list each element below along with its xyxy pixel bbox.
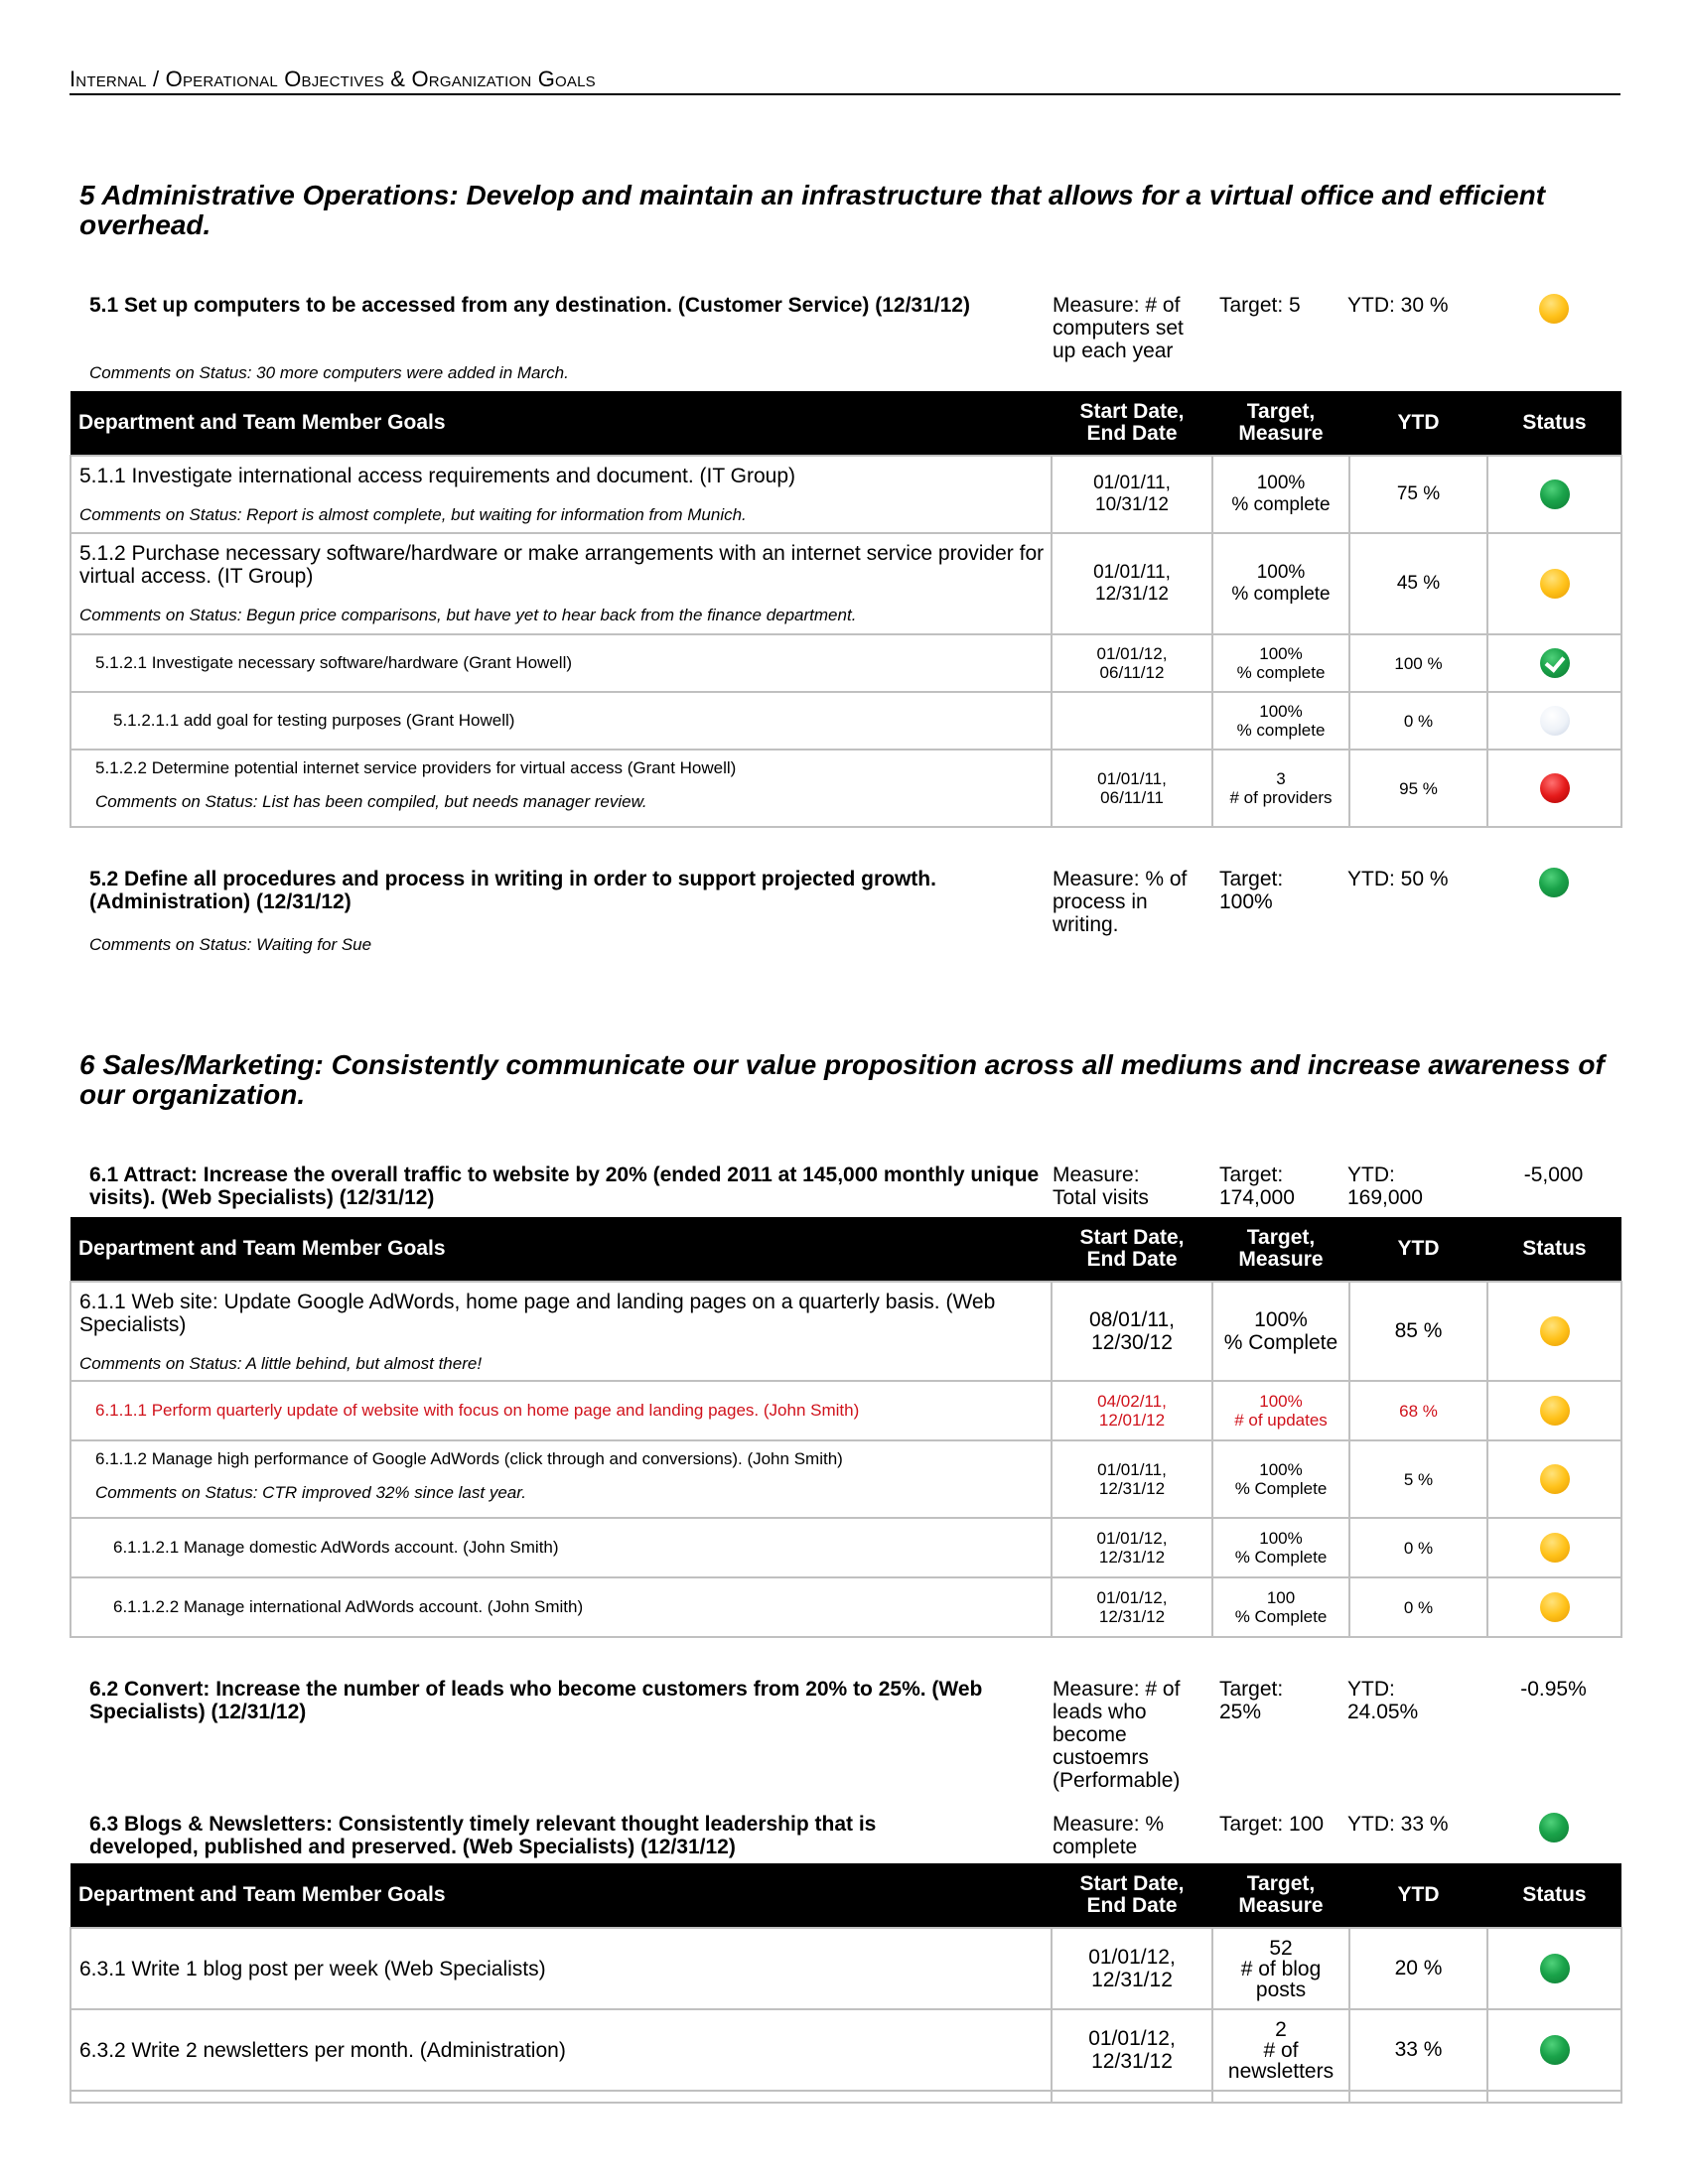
target-cell	[1212, 1440, 1349, 1518]
start-date: 01/01/12,	[1088, 2027, 1176, 2050]
goals-table	[70, 1863, 1622, 2104]
goal-cell	[70, 634, 1052, 692]
goals-table	[70, 391, 1622, 828]
start-date: 08/01/11,	[1088, 1308, 1176, 1331]
status-cell	[1487, 692, 1621, 750]
start-date: 01/01/11,	[1093, 473, 1171, 493]
end-date: 12/31/12	[1098, 1479, 1166, 1498]
ytd-cell: 20 %	[1349, 1928, 1487, 2009]
goal-text: 6.3.1 Write 1 blog post per week (Web Specialists)	[79, 1957, 546, 1980]
goal-text: 5.1.2.2 Determine potential internet service providers for virtual access (Grant Howell)	[95, 758, 737, 777]
kpi-status	[1486, 1813, 1620, 1843]
goal-comment: Comments on Status: Begun price comparisons, but have yet to hear back from the finance department.	[79, 606, 857, 624]
header-status: Status	[1487, 1863, 1621, 1928]
status-complete-check-icon	[1540, 648, 1570, 678]
measure-value: % Complete	[1223, 1331, 1338, 1354]
kpi-title: 6.1 Attract: Increase the overall traffic to website by 20% (ended 2011 at 145,000 monthly unique visits). (Web Specialists) (12/31/12)	[89, 1163, 1040, 1209]
measure-value: # of blog posts	[1240, 1957, 1322, 2001]
start-date: 01/01/12,	[1096, 1588, 1168, 1607]
start-date: 01/01/11,	[1097, 769, 1167, 788]
ytd-cell: 85 %	[1349, 1282, 1487, 1381]
end-date: 10/31/12	[1095, 494, 1169, 515]
goal-text: 5.1.2.1.1 add goal for testing purposes (Grant Howell)	[113, 711, 515, 730]
target-value: 100	[1266, 1588, 1296, 1607]
status-not-started-icon	[1540, 706, 1570, 736]
date-cell	[1052, 692, 1212, 750]
goal-text: 6.3.2 Write 2 newsletters per month. (Administration)	[79, 2038, 566, 2062]
status-green-icon	[1540, 2035, 1570, 2065]
table-row	[70, 1518, 1621, 1577]
ytd-cell: 5 %	[1349, 1440, 1487, 1518]
target-cell	[1212, 750, 1349, 827]
measure-value: # of providers	[1229, 788, 1333, 807]
kpi-title: 5.2 Define all procedures and process in writing in order to support projected growth. (Administration) (12/31/12)	[89, 868, 936, 913]
ytd-cell: 100 %	[1349, 634, 1487, 692]
status-green-icon	[1539, 868, 1569, 897]
table-row	[70, 1440, 1621, 1518]
goal-comment: Comments on Status: CTR improved 32% since last year.	[95, 1483, 526, 1502]
header-ytd: YTD	[1349, 1863, 1487, 1928]
status-cell	[1487, 533, 1621, 634]
table-row	[70, 2009, 1621, 2091]
status-cell	[1487, 456, 1621, 533]
status-cell	[1487, 2009, 1621, 2091]
table-row	[70, 1282, 1621, 1381]
goal-cell	[70, 1577, 1052, 1637]
date-cell	[1052, 1518, 1212, 1577]
kpi-status	[1486, 868, 1620, 897]
start-date: 01/01/12,	[1088, 1946, 1176, 1969]
target-value: 2	[1275, 2017, 1287, 2041]
target-cell	[1212, 1518, 1349, 1577]
status-cell	[1487, 1381, 1621, 1440]
start-date: 01/01/11,	[1097, 1460, 1167, 1479]
kpi-ytd: YTD: 50 %	[1347, 868, 1449, 890]
goal-cell	[70, 2009, 1052, 2091]
kpi-ytd: YTD: 30 %	[1347, 294, 1449, 317]
target-value: 100%	[1256, 473, 1306, 493]
start-date: 04/02/11,	[1097, 1392, 1167, 1411]
page-header-title: Internal / Operational Objectives & Organization Goals	[70, 67, 596, 91]
measure-value: # of newsletters	[1227, 2038, 1335, 2083]
table-row-empty	[70, 2091, 1621, 2103]
end-date: 12/31/12	[1095, 584, 1169, 605]
kpi-target: Target: 5	[1219, 294, 1301, 317]
header-target: Target, Measure	[1212, 391, 1349, 456]
kpi-target: Target: 25%	[1219, 1678, 1284, 1723]
goal-text: 5.1.1 Investigate international access requirements and document. (IT Group)	[79, 465, 796, 487]
goal-cell	[70, 533, 1052, 634]
ytd-cell: 68 %	[1349, 1381, 1487, 1440]
goals-table-header	[70, 391, 1621, 456]
measure-value: % complete	[1236, 721, 1326, 740]
header-target: Target, Measure	[1212, 1863, 1349, 1928]
date-cell	[1052, 456, 1212, 533]
date-cell	[1052, 2009, 1212, 2091]
ytd-cell: 0 %	[1349, 692, 1487, 750]
goal-cell	[70, 1381, 1052, 1440]
kpi-measure: Measure: % of process in writing.	[1053, 868, 1188, 936]
status-green-icon	[1540, 479, 1570, 509]
target-value: 100%	[1259, 644, 1303, 663]
ytd-cell: 33 %	[1349, 2009, 1487, 2091]
status-green-icon	[1539, 1813, 1569, 1843]
kpi-title: 6.3 Blogs & Newsletters: Consistently timely relevant thought leadership that is developed, published and preserved. (Web Specialists) (12/31/12)	[89, 1813, 877, 1858]
status-cell	[1487, 1928, 1621, 2009]
date-cell	[1052, 1928, 1212, 2009]
table-row-overdue	[70, 1381, 1621, 1440]
ytd-cell: 0 %	[1349, 1577, 1487, 1637]
header-status: Status	[1487, 1217, 1621, 1282]
date-cell	[1052, 1381, 1212, 1440]
target-cell	[1212, 1381, 1349, 1440]
target-cell	[1212, 692, 1349, 750]
date-cell	[1052, 1577, 1212, 1637]
header-goal: Department and Team Member Goals	[70, 1863, 1052, 1928]
ytd-cell: 0 %	[1349, 1518, 1487, 1577]
end-date: 12/31/12	[1098, 1607, 1166, 1626]
kpi-status	[1486, 294, 1620, 324]
start-date: 01/01/12,	[1096, 644, 1168, 663]
status-yellow-icon	[1540, 1464, 1570, 1494]
date-cell	[1052, 634, 1212, 692]
kpi-measure: Measure: Total visits	[1053, 1163, 1149, 1209]
end-date: 12/31/12	[1091, 1969, 1173, 1991]
start-date: 01/01/12,	[1096, 1529, 1168, 1548]
target-value: 100%	[1259, 1460, 1303, 1479]
date-cell	[1052, 1282, 1212, 1381]
status-cell	[1487, 634, 1621, 692]
goal-comment: Comments on Status: List has been compiled, but needs manager review.	[95, 792, 647, 811]
ytd-cell: 95 %	[1349, 750, 1487, 827]
target-cell	[1212, 2009, 1349, 2091]
goal-text: 6.1.1.1 Perform quarterly update of website with focus on home page and landing pages. (John Smith)	[95, 1401, 860, 1420]
target-value: 100%	[1256, 562, 1306, 583]
kpi-target: Target: 100	[1219, 1813, 1325, 1836]
end-date: 06/11/11	[1100, 788, 1164, 807]
target-value: 100%	[1254, 1308, 1308, 1331]
header-date: Start Date, End Date	[1052, 1217, 1212, 1282]
goal-comment: Comments on Status: Report is almost complete, but waiting for information from Munich.	[79, 505, 747, 524]
table-row	[70, 692, 1621, 750]
measure-value: % complete	[1236, 663, 1326, 682]
table-row	[70, 634, 1621, 692]
header-goal: Department and Team Member Goals	[70, 1217, 1052, 1282]
measure-value: % Complete	[1234, 1607, 1328, 1626]
table-row	[70, 750, 1621, 827]
status-yellow-icon	[1539, 294, 1569, 324]
end-date: 12/01/12	[1098, 1411, 1166, 1430]
status-yellow-icon	[1540, 569, 1570, 599]
goals-table-header	[70, 1863, 1621, 1928]
goal-comment: Comments on Status: A little behind, but almost there!	[79, 1354, 483, 1373]
header-date: Start Date, End Date	[1052, 1863, 1212, 1928]
target-cell	[1212, 456, 1349, 533]
target-value: 3	[1276, 769, 1286, 788]
status-cell	[1487, 1282, 1621, 1381]
target-cell	[1212, 634, 1349, 692]
kpi-measure: Measure: # of computers set up each year	[1053, 294, 1184, 362]
goal-cell	[70, 456, 1052, 533]
status-cell	[1487, 1577, 1621, 1637]
status-yellow-icon	[1540, 1592, 1570, 1622]
kpi-comment: Comments on Status: Waiting for Sue	[89, 935, 372, 954]
header-goal: Department and Team Member Goals	[70, 391, 1052, 456]
goal-text: 6.1.1.2 Manage high performance of Google AdWords (click through and conversions). (John Smith)	[95, 1449, 843, 1468]
target-cell	[1212, 1928, 1349, 2009]
status-yellow-icon	[1540, 1396, 1570, 1426]
goal-cell	[70, 750, 1052, 827]
date-cell	[1052, 533, 1212, 634]
table-row	[70, 1928, 1621, 2009]
header-date: Start Date, End Date	[1052, 391, 1212, 456]
end-date: 12/30/12	[1091, 1331, 1173, 1354]
header-status: Status	[1487, 391, 1621, 456]
status-cell	[1487, 750, 1621, 827]
goal-cell	[70, 692, 1052, 750]
table-row	[70, 533, 1621, 634]
end-date: 12/31/12	[1091, 2050, 1173, 2073]
end-date: 06/11/12	[1099, 663, 1165, 682]
goal-cell	[70, 1518, 1052, 1577]
goal-text: 5.1.2.1 Investigate necessary software/hardware (Grant Howell)	[95, 653, 573, 672]
kpi-comment: Comments on Status: 30 more computers were added in March.	[89, 363, 569, 382]
goal-cell	[70, 1440, 1052, 1518]
status-green-icon	[1540, 1954, 1570, 1983]
goals-table	[70, 1217, 1622, 1638]
header-ytd: YTD	[1349, 391, 1487, 456]
measure-value: # of updates	[1234, 1411, 1328, 1430]
kpi-ytd: YTD: 33 %	[1347, 1813, 1449, 1836]
status-yellow-icon	[1540, 1533, 1570, 1563]
kpi-measure: Measure: % complete	[1053, 1813, 1165, 1858]
target-cell	[1212, 533, 1349, 634]
kpi-measure: Measure: # of leads who become custoemrs (Performable)	[1053, 1678, 1181, 1792]
goal-text: 6.1.1.2.1 Manage domestic AdWords account. (John Smith)	[113, 1538, 559, 1557]
end-date: 12/31/12	[1098, 1548, 1166, 1567]
kpi-title: 6.2 Convert: Increase the number of leads who become customers from 20% to 25%. (Web Specialists) (12/31/12)	[89, 1678, 983, 1723]
measure-value: % Complete	[1234, 1548, 1328, 1567]
measure-value: % Complete	[1234, 1479, 1328, 1498]
start-date: 01/01/11,	[1093, 562, 1171, 583]
status-yellow-icon	[1540, 1316, 1570, 1346]
ytd-cell: 45 %	[1349, 533, 1487, 634]
table-row	[70, 456, 1621, 533]
ytd-cell: 75 %	[1349, 456, 1487, 533]
goal-text: 5.1.2 Purchase necessary software/hardware or make arrangements with an internet service provider for virtual access. (IT Group)	[79, 542, 1045, 588]
target-value: 52	[1269, 1936, 1293, 1960]
target-value: 100%	[1259, 1529, 1303, 1548]
goals-table-header	[70, 1217, 1621, 1282]
measure-value: % complete	[1231, 494, 1331, 515]
goal-text: 6.1.1 Web site: Update Google AdWords, home page and landing pages on a quarterly basis. (Web Specialists)	[79, 1291, 996, 1336]
kpi-target: Target: 174,000	[1219, 1163, 1295, 1209]
measure-value: % complete	[1231, 584, 1331, 605]
kpi-target: Target: 100%	[1219, 868, 1284, 913]
goal-cell	[70, 1928, 1052, 2009]
target-value: 100%	[1259, 1392, 1303, 1411]
objective-title: 6 Sales/Marketing: Consistently communicate our value proposition across all mediums and increase awareness of our organization.	[79, 1049, 1605, 1110]
goal-cell	[70, 1282, 1052, 1381]
kpi-status-variance: -0.95%	[1520, 1678, 1587, 1701]
date-cell	[1052, 1440, 1212, 1518]
header-target: Target, Measure	[1212, 1217, 1349, 1282]
date-cell	[1052, 750, 1212, 827]
status-cell	[1487, 1518, 1621, 1577]
goal-text: 6.1.1.2.2 Manage international AdWords account. (John Smith)	[113, 1597, 584, 1616]
target-cell	[1212, 1282, 1349, 1381]
target-cell	[1212, 1577, 1349, 1637]
target-value: 100%	[1259, 702, 1303, 721]
status-cell	[1487, 1440, 1621, 1518]
status-red-icon	[1540, 773, 1570, 803]
kpi-status-variance: -5,000	[1523, 1163, 1584, 1186]
kpi-ytd: YTD: 24.05%	[1347, 1678, 1419, 1723]
kpi-title: 5.1 Set up computers to be accessed from any destination. (Customer Service) (12/31/12)	[89, 294, 970, 317]
page-header	[70, 66, 1620, 95]
header-ytd: YTD	[1349, 1217, 1487, 1282]
table-row	[70, 1577, 1621, 1637]
objective-title: 5 Administrative Operations: Develop and maintain an infrastructure that allows for a virtual office and efficient overhead.	[79, 180, 1546, 240]
kpi-ytd: YTD: 169,000	[1347, 1163, 1423, 1209]
